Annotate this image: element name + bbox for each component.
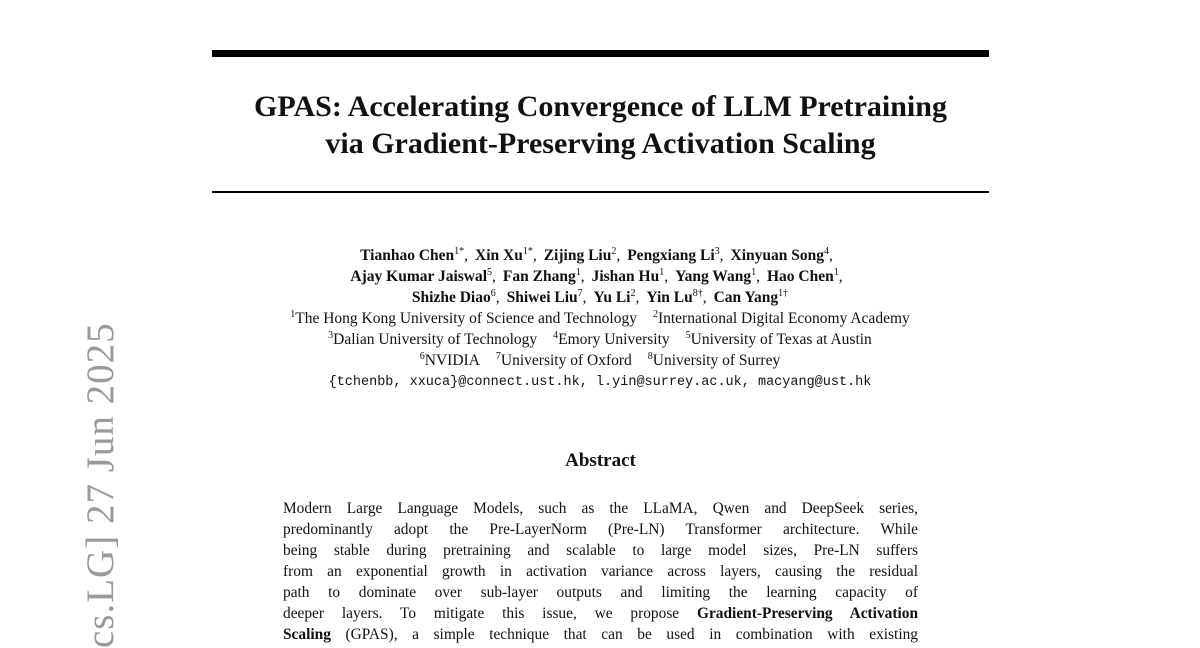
author-name: Xinyuan Song$^4$ bbox=[730, 245, 829, 264]
affiliation: $^7$University of Oxford bbox=[495, 350, 632, 369]
author-separator: , bbox=[756, 268, 760, 285]
author-separator: , bbox=[464, 247, 469, 264]
author-name: Can Yang$^{1\dagger}$ bbox=[713, 287, 789, 306]
author-separator: , bbox=[580, 268, 585, 285]
author-name: Pengxiang Li$^3$ bbox=[627, 245, 720, 264]
author-line bbox=[180, 266, 1020, 287]
affiliation-line bbox=[180, 350, 1020, 371]
author-affiliation-mark: 2 bbox=[630, 287, 636, 299]
abstract-line: predominantly adopt the Pre-LayerNorm (Pre-LN) Transformer architecture. While bbox=[283, 521, 918, 538]
abstract-line: Modern Large Language Models, such as the LLaMA, Qwen and DeepSeek series, bbox=[283, 500, 918, 517]
author-affiliation-mark: 1* bbox=[454, 245, 465, 257]
author-separator: , bbox=[664, 268, 669, 285]
author-affiliation-mark: 1 bbox=[833, 266, 839, 278]
affiliation: $^4$Emory University bbox=[553, 329, 670, 348]
author-block bbox=[180, 245, 1020, 393]
author-affiliation-mark: 6 bbox=[490, 287, 496, 299]
affiliation-mark: 1 bbox=[290, 308, 296, 320]
author-affiliation-mark: 1 bbox=[575, 266, 581, 278]
affiliation-mark: 5 bbox=[685, 329, 691, 341]
affiliation-mark: 3 bbox=[328, 329, 334, 341]
author-emails: {tchenbb, xxuca}@connect.ust.hk, l.yin@surrey.ac.uk, macyang@ust.hk bbox=[328, 375, 872, 390]
arxiv-stamp: cs.LG] 27 Jun 2025 bbox=[79, 322, 122, 648]
author-affiliation-mark: 4 bbox=[824, 245, 829, 257]
affiliation: $^1$The Hong Kong University of Science and Technology bbox=[290, 308, 637, 327]
author-name: Yin $Lu^{8\dagger}$ bbox=[646, 287, 703, 306]
affiliation-mark: 2 bbox=[652, 308, 658, 320]
title-line-2: via Gradient-Preserving Activation Scaling bbox=[325, 127, 876, 160]
abstract-line: Scaling (GPAS), a simple technique that can be used in combination with existing bbox=[283, 626, 918, 643]
abstract-body bbox=[283, 498, 918, 645]
author-name: Ajay Kumar Jaiswal$^5$ bbox=[350, 266, 493, 285]
author-separator: , bbox=[495, 289, 500, 306]
author-affiliation-mark: 1 bbox=[751, 266, 757, 278]
author-name: Tianhao Chen$^{1*}$ bbox=[360, 245, 465, 264]
author-line bbox=[180, 287, 1020, 308]
title-line-1: GPAS: Accelerating Convergence of LLM Pretraining bbox=[254, 90, 947, 123]
affiliation-mark: 6 bbox=[419, 350, 425, 362]
affiliation-mark: 4 bbox=[553, 329, 559, 341]
author-separator: , bbox=[635, 289, 640, 306]
author-separator: , bbox=[492, 268, 496, 285]
author-name: Xin $Xu^{1*}$ bbox=[475, 245, 533, 264]
author-affiliation-mark: 5 bbox=[487, 266, 493, 278]
author-separator: , bbox=[838, 268, 843, 285]
abstract-line: path to dominate over sub-layer outputs and limiting the learning capacity of bbox=[283, 584, 918, 601]
author-separator: , bbox=[532, 247, 537, 264]
author-affiliation-mark: 8† bbox=[692, 287, 703, 299]
abstract-emphasis: Gradient-Preserving Activation bbox=[696, 605, 918, 622]
author-affiliation-mark: 1† bbox=[778, 287, 789, 299]
author-affiliation-mark: 2 bbox=[611, 245, 617, 257]
author-name: Jishan Hu$^1$ bbox=[591, 266, 665, 285]
affiliation: $^8$University of Surrey bbox=[647, 350, 781, 369]
abstract-emphasis: Scaling bbox=[283, 626, 331, 643]
author-name: Hao Chen$^1$ bbox=[766, 266, 839, 285]
title-top-rule bbox=[212, 50, 989, 57]
author-affiliation-mark: 3 bbox=[714, 245, 720, 257]
affiliation: $^2$International Digital Economy Academy bbox=[652, 308, 910, 327]
author-affiliation-mark: 1 bbox=[659, 266, 665, 278]
affiliation: $^3$Dalian University of Technology bbox=[328, 329, 538, 348]
author-separator: , bbox=[702, 289, 707, 306]
author-name: Fan Zhang$^1$ bbox=[502, 266, 581, 285]
author-name: Yu Li$^2$ bbox=[593, 287, 636, 306]
abstract-line: being stable during pretraining and scalable to large model sizes, Pre-LN suffers bbox=[283, 542, 918, 559]
title-bottom-rule bbox=[212, 191, 989, 193]
paper-title bbox=[212, 88, 989, 162]
author-separator: , bbox=[829, 247, 833, 264]
abstract-line: from an exponential growth in activation variance across layers, causing the residual bbox=[283, 563, 918, 580]
author-separator: , bbox=[582, 289, 587, 306]
affiliation-line bbox=[180, 308, 1020, 329]
author-affiliation-mark: 1* bbox=[522, 245, 533, 257]
affiliation: $^5$University of Texas at Austin bbox=[685, 329, 872, 348]
affiliation-line bbox=[180, 329, 1020, 350]
author-name: Yang Wang$^1$ bbox=[675, 266, 757, 285]
author-affiliation-mark: 7 bbox=[577, 287, 583, 299]
author-name: Shizhe Diao$^6$ bbox=[411, 287, 496, 306]
affiliation: $^6$NVIDIA bbox=[419, 350, 480, 369]
affiliation-mark: 8 bbox=[647, 350, 653, 362]
author-name: Shiwei Liu$^7$ bbox=[506, 287, 583, 306]
author-separator: , bbox=[616, 247, 621, 264]
author-separator: , bbox=[719, 247, 724, 264]
author-line bbox=[180, 245, 1020, 266]
affiliation-mark: 7 bbox=[495, 350, 501, 362]
abstract-heading: Abstract bbox=[565, 450, 636, 471]
abstract-line: deeper layers. To mitigate this issue, we propose Gradient-Preserving Activation bbox=[283, 605, 918, 622]
author-name: Zijing Liu$^2$ bbox=[543, 245, 617, 264]
